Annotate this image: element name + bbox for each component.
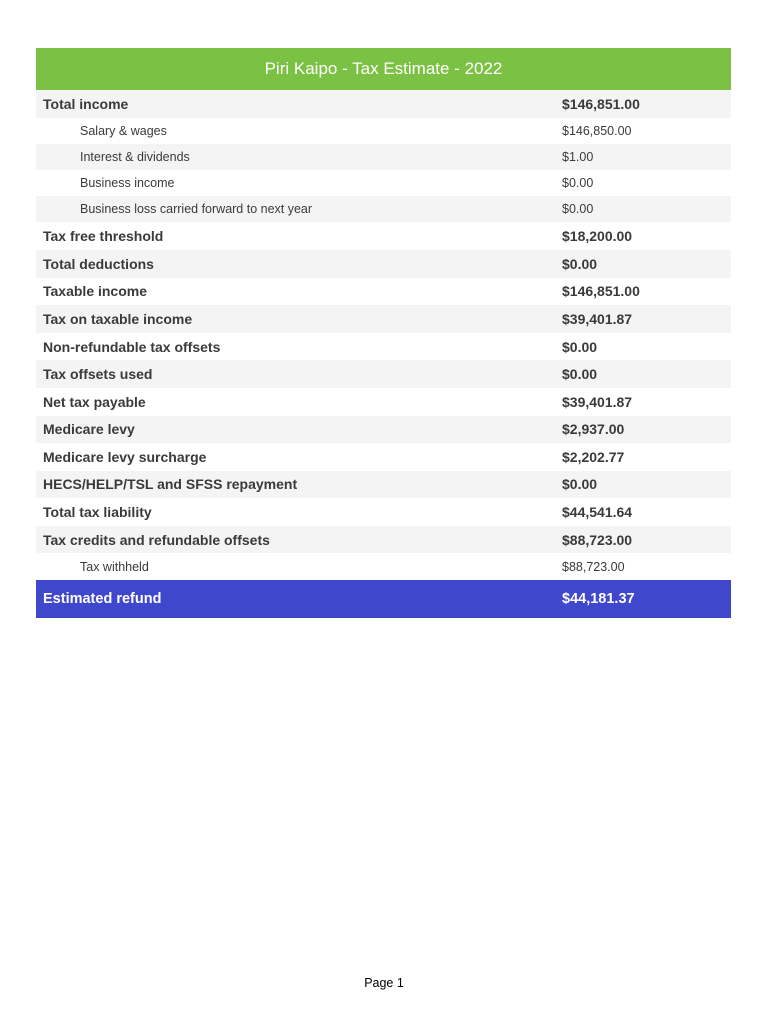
summary-row: [36, 90, 731, 118]
row-value: $0.00: [562, 255, 598, 272]
detail-row: [36, 553, 731, 579]
detail-row: [36, 118, 731, 144]
row-value: $2,202.77: [562, 448, 625, 465]
summary-row: [36, 360, 731, 388]
row-value: $0.00: [562, 366, 598, 383]
summary-row: [36, 471, 731, 499]
document-title: Piri Kaipo - Tax Estimate - 2022: [36, 48, 731, 90]
summary-row: [36, 222, 731, 250]
summary-row: [36, 526, 731, 554]
detail-row: [36, 196, 731, 222]
estimated-refund-label: Estimated refund: [43, 590, 162, 607]
summary-row: [36, 333, 731, 361]
summary-row: [36, 498, 731, 526]
row-label: Total tax liability: [43, 504, 152, 521]
summary-row: [36, 250, 731, 278]
row-value: $0.00: [562, 202, 594, 217]
detail-row: [36, 144, 731, 170]
row-label: Interest & dividends: [80, 149, 190, 164]
row-label: Net tax payable: [43, 393, 146, 410]
row-value: $39,401.87: [562, 393, 633, 410]
row-value: $0.00: [562, 338, 598, 355]
estimated-refund-value: $44,181.37: [562, 590, 635, 607]
estimated-refund-row: [36, 580, 731, 618]
row-label: Tax withheld: [80, 559, 149, 574]
row-value: $39,401.87: [562, 310, 633, 327]
row-value: $1.00: [562, 149, 594, 164]
row-value: $0.00: [562, 176, 594, 191]
row-label: Tax on taxable income: [43, 310, 193, 327]
detail-row: [36, 170, 731, 196]
row-label: Salary & wages: [80, 123, 167, 138]
row-label: Business loss carried forward to next year: [80, 202, 313, 217]
tax-estimate-sheet: [36, 48, 731, 618]
summary-row: [36, 305, 731, 333]
row-label: Business income: [80, 176, 175, 191]
summary-row: [36, 416, 731, 444]
row-label: HECS/HELP/TSL and SFSS repayment: [43, 476, 298, 493]
row-label: Medicare levy surcharge: [43, 448, 207, 465]
row-value: $18,200.00: [562, 228, 633, 245]
summary-row: [36, 443, 731, 471]
row-label: Non-refundable tax offsets: [43, 338, 221, 355]
row-value: $0.00: [562, 476, 598, 493]
row-value: $88,723.00: [562, 559, 625, 574]
row-value: $146,851.00: [562, 283, 640, 300]
estimate-rows: [36, 90, 731, 580]
row-value: $146,851.00: [562, 95, 640, 112]
row-value: $44,541.64: [562, 504, 633, 521]
row-label: Tax offsets used: [43, 366, 153, 383]
summary-row: [36, 278, 731, 306]
row-value: $2,937.00: [562, 421, 625, 438]
page-number: Page 1: [364, 976, 404, 990]
row-label: Tax free threshold: [43, 228, 164, 245]
row-label: Tax credits and refundable offsets: [43, 531, 270, 548]
summary-row: [36, 388, 731, 416]
row-value: $146,850.00: [562, 123, 632, 138]
row-label: Taxable income: [43, 283, 148, 300]
row-label: Total income: [43, 95, 129, 112]
row-label: Medicare levy: [43, 421, 135, 438]
row-value: $88,723.00: [562, 531, 633, 548]
row-label: Total deductions: [43, 255, 154, 272]
